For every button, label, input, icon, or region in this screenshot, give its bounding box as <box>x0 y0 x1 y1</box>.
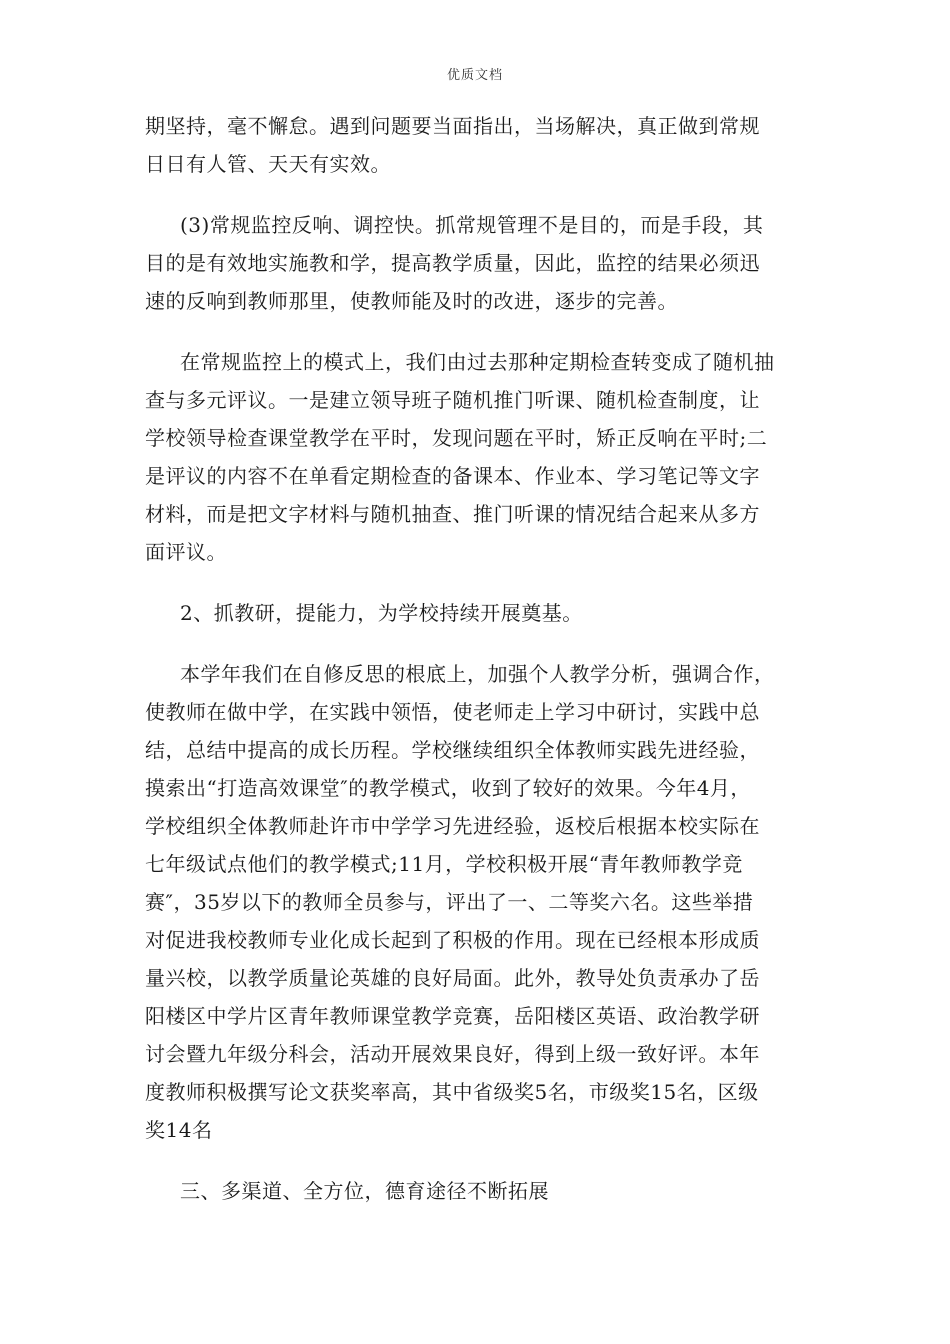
paragraph-gap <box>145 632 807 655</box>
text-line: 结，总结中提高的成长历程。学校继续组织全体教师实践先进经验， <box>145 738 760 762</box>
text-line: 期坚持，毫不懈怠。遇到问题要当面指出，当场解决，真正做到常规 <box>145 114 760 138</box>
text-line: 摸索出“打造高效课堂″的教学模式，收到了较好的效果。今年4月， <box>145 776 751 800</box>
text-line: 赛″，35岁以下的教师全员参与，评出了一、二等奖六名。这些举措 <box>145 890 754 914</box>
text-line: 度教师积极撰写论文获奖率高，其中省级奖5名，市级奖15名，区级 <box>145 1080 759 1104</box>
text-line: 是评议的内容不在单看定期检查的备课本、作业本、学习笔记等文字 <box>145 464 760 488</box>
text-line: 使教师在做中学，在实践中领悟，使老师走上学习中研讨，实践中总 <box>145 700 760 724</box>
paragraph-gap <box>145 320 807 343</box>
text-line: 学校领导检查课堂教学在平时，发现问题在平时，矫正反响在平时;二 <box>145 426 768 450</box>
text-line: 量兴校，以教学质量论英雄的良好局面。此外，教导处负责承办了岳 <box>145 966 760 990</box>
text-line: 奖14名 <box>145 1118 213 1142</box>
text-line: 对促进我校教师专业化成长起到了积极的作用。现在已经根本形成质 <box>145 928 760 952</box>
paragraph <box>145 206 807 320</box>
text-line: 材料，而是把文字材料与随机抽查、推门听课的情况结合起来从多方 <box>145 502 760 526</box>
text-line: 日日有人管、天天有实效。 <box>145 152 391 176</box>
paragraph-gap <box>145 1149 807 1172</box>
paragraph <box>145 594 807 632</box>
text-line: 本学年我们在自修反思的根底上，加强个人教学分析，强调合作， <box>180 662 775 686</box>
text-line: 七年级试点他们的教学模式;11月，学校积极开展“青年教师教学竞 <box>145 852 743 876</box>
paragraph <box>145 655 807 1149</box>
paragraph <box>145 1172 807 1210</box>
text-line: 学校组织全体教师赴许市中学学习先进经验，返校后根据本校实际在 <box>145 814 760 838</box>
text-line: 速的反响到教师那里，使教师能及时的改进，逐步的完善。 <box>145 289 678 313</box>
text-line: 三、多渠道、全方位，德育途径不断拓展 <box>180 1179 549 1203</box>
paragraph <box>145 343 807 571</box>
paragraph-gap <box>145 571 807 594</box>
text-line: 目的是有效地实施教和学，提高教学质量，因此，监控的结果必须迅 <box>145 251 760 275</box>
text-line: (3)常规监控反响、调控快。抓常规管理不是目的，而是手段，其 <box>180 213 764 237</box>
paragraph-gap <box>145 183 807 206</box>
document-body <box>145 107 807 1210</box>
paragraph <box>145 107 807 183</box>
text-line: 在常规监控上的模式上，我们由过去那种定期检查转变成了随机抽 <box>180 350 775 374</box>
text-line: 阳楼区中学片区青年教师课堂教学竞赛，岳阳楼区英语、政治教学研 <box>145 1004 760 1028</box>
page-header: 优质文档 <box>446 68 503 83</box>
text-line: 讨会暨九年级分科会，活动开展效果良好，得到上级一致好评。本年 <box>145 1042 760 1066</box>
text-line: 2、抓教研，提能力，为学校持续开展奠基。 <box>180 601 583 625</box>
text-line: 面评议。 <box>145 540 227 564</box>
text-line: 查与多元评议。一是建立领导班子随机推门听课、随机检查制度，让 <box>145 388 760 412</box>
